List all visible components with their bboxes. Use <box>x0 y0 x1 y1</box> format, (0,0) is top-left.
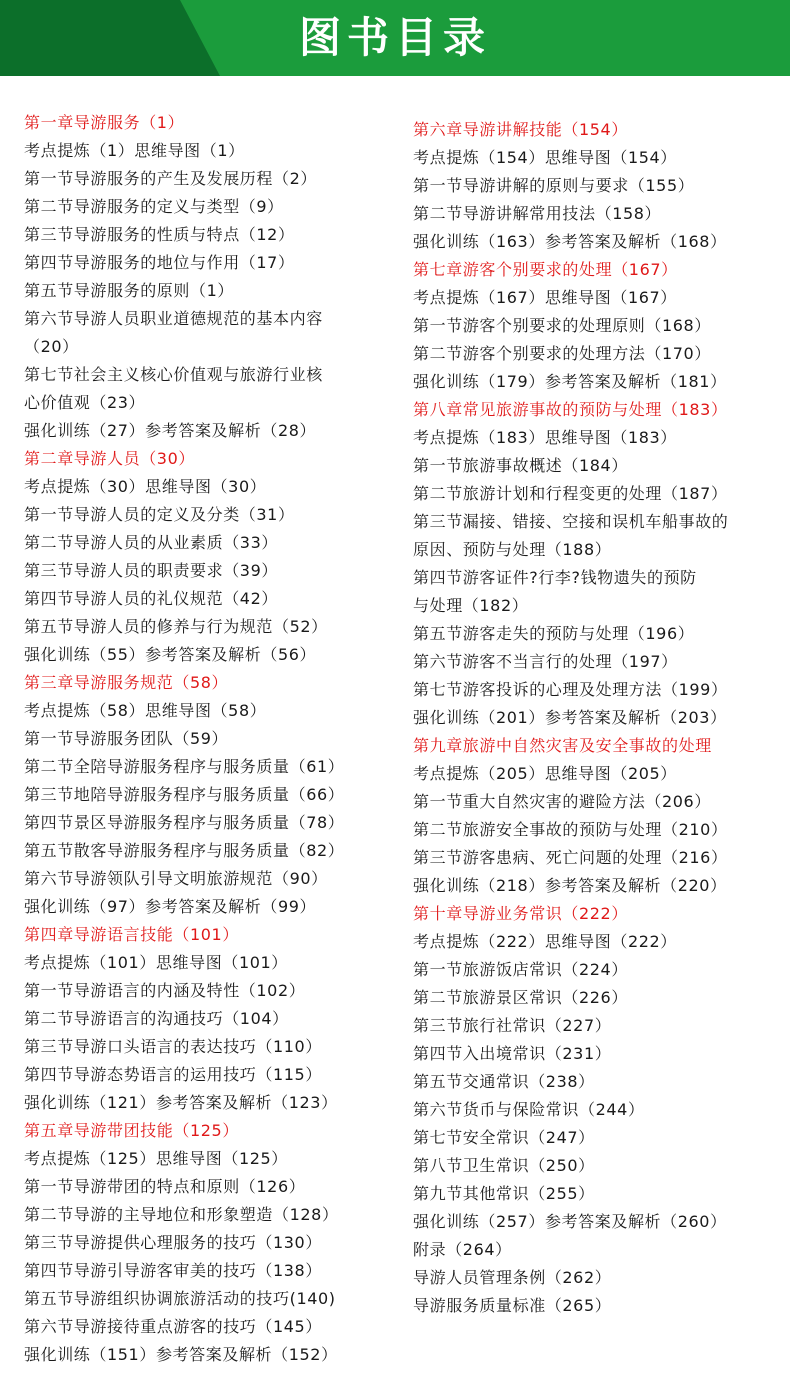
toc-entry: 第一节导游讲解的原则与要求（155） <box>413 176 695 195</box>
toc-chapter-heading: 第六章导游讲解技能（154） <box>413 120 628 139</box>
page-title: 图书目录 <box>298 13 491 62</box>
toc-entry: 第三节导游服务的性质与特点（12） <box>24 225 295 244</box>
toc-entry: 第四节导游态势语言的运用技巧（115） <box>24 1065 322 1084</box>
toc-entry: 第二节旅游景区常识（226） <box>413 988 628 1007</box>
toc-entry: 导游人员管理条例（262） <box>413 1268 612 1287</box>
toc-entry: 第三节游客患病、死亡问题的处理（216） <box>413 848 728 867</box>
toc-entry: 考点提炼（167）思维导图（167） <box>413 288 677 307</box>
toc-left-column <box>24 109 392 1369</box>
toc-chapter-heading: 第十章导游业务常识（222） <box>413 904 628 923</box>
toc-entry: 强化训练（55）参考答案及解析（56） <box>24 645 317 664</box>
toc-entry: 第二节游客个别要求的处理方法（170） <box>413 344 711 363</box>
toc-entry: 第一节重大自然灾害的避险方法（206） <box>413 792 711 811</box>
toc-entry: 第一节旅游事故概述（184） <box>413 456 628 475</box>
toc-entry: 考点提炼（205）思维导图（205） <box>413 764 677 783</box>
toc-entry: （20） <box>24 337 79 356</box>
toc-entry: 第二节导游语言的沟通技巧（104） <box>24 1009 289 1028</box>
toc-chapter-heading: 第九章旅游中自然灾害及安全事故的处理 <box>413 736 712 755</box>
toc-entry: 第一节导游服务团队（59） <box>24 729 229 748</box>
toc-chapter-heading: 第二章导游人员（30） <box>24 449 195 468</box>
toc-chapter-heading: 第三章导游服务规范（58） <box>24 673 229 692</box>
toc-chapter-heading: 第八章常见旅游事故的预防与处理（183） <box>413 400 728 419</box>
toc-entry: 第二节全陪导游服务程序与服务质量（61） <box>24 757 345 776</box>
toc-entry: 考点提炼（58）思维导图（58） <box>24 701 267 720</box>
toc-entry: 第二节旅游安全事故的预防与处理（210） <box>413 820 728 839</box>
toc-entry: 考点提炼（125）思维导图（125） <box>24 1149 288 1168</box>
toc-entry: 第四节入出境常识（231） <box>413 1044 612 1063</box>
toc-entry: 第三节导游人员的职责要求（39） <box>24 561 278 580</box>
toc-chapter-heading: 第七章游客个别要求的处理（167） <box>413 260 678 279</box>
header-banner <box>0 0 790 76</box>
toc-entry: 第四节景区导游服务程序与服务质量（78） <box>24 813 345 832</box>
toc-entry: 第三节旅行社常识（227） <box>413 1016 612 1035</box>
toc-entry: 强化训练（179）参考答案及解析（181） <box>413 372 727 391</box>
toc-entry: 强化训练（201）参考答案及解析（203） <box>413 708 727 727</box>
toc-entry: 附录（264） <box>413 1240 512 1259</box>
toc-entry: 第二节导游服务的定义与类型（9） <box>24 197 284 216</box>
toc-entry: 与处理（182） <box>413 596 529 615</box>
toc-entry: 第三节地陪导游服务程序与服务质量（66） <box>24 785 345 804</box>
toc-entry: 第五节交通常识（238） <box>413 1072 595 1091</box>
toc-entry: 第六节导游人员职业道德规范的基本内容 <box>24 309 323 328</box>
toc-entry: 第五节导游组织协调旅游活动的技巧(140) <box>24 1289 336 1308</box>
toc-entry: 强化训练（257）参考答案及解析（260） <box>413 1212 727 1231</box>
toc-entry: 考点提炼（183）思维导图（183） <box>413 428 677 447</box>
toc-chapter-heading: 第四章导游语言技能（101） <box>24 925 239 944</box>
toc-entry: 第一节导游人员的定义及分类（31） <box>24 505 295 524</box>
toc-entry: 强化训练（218）参考答案及解析（220） <box>413 876 727 895</box>
toc-entry: 第八节卫生常识（250） <box>413 1156 595 1175</box>
toc-entry: 第七节游客投诉的心理及处理方法（199） <box>413 680 728 699</box>
toc-entry: 第四节游客证件?行李?钱物遗失的预防 <box>413 568 697 587</box>
toc-entry: 导游服务质量标准（265） <box>413 1296 612 1315</box>
toc-entry: 第五节散客导游服务程序与服务质量（82） <box>24 841 345 860</box>
toc-entry: 强化训练（27）参考答案及解析（28） <box>24 421 317 440</box>
toc-entry: 第六节导游接待重点游客的技巧（145） <box>24 1317 322 1336</box>
toc-entry: 第三节漏接、错接、空接和误机车船事故的 <box>413 512 729 531</box>
toc-entry: 第七节社会主义核心价值观与旅游行业核 <box>24 365 323 384</box>
toc-entry: 强化训练（163）参考答案及解析（168） <box>413 232 727 251</box>
toc-entry: 第五节游客走失的预防与处理（196） <box>413 624 695 643</box>
toc-entry: 强化训练（151）参考答案及解析（152） <box>24 1345 338 1364</box>
toc-entry: 强化训练（121）参考答案及解析（123） <box>24 1093 338 1112</box>
toc-chapter-heading: 第五章导游带团技能（125） <box>24 1121 239 1140</box>
toc-chapter-heading: 第一章导游服务（1） <box>24 113 185 132</box>
toc-entry: 强化训练（97）参考答案及解析（99） <box>24 897 317 916</box>
toc-entry: 第六节游客不当言行的处理（197） <box>413 652 678 671</box>
toc-entry: 第四节导游引导游客审美的技巧（138） <box>24 1261 322 1280</box>
toc-entry: 第四节导游服务的地位与作用（17） <box>24 253 295 272</box>
toc-entry: 第一节游客个别要求的处理原则（168） <box>413 316 711 335</box>
toc-entry: 考点提炼（1）思维导图（1） <box>24 141 245 160</box>
toc-entry: 考点提炼（30）思维导图（30） <box>24 477 267 496</box>
toc-entry: 考点提炼（101）思维导图（101） <box>24 953 288 972</box>
toc-entry: 第一节导游服务的产生及发展历程（2） <box>24 169 317 188</box>
toc-entry: 第九节其他常识（255） <box>413 1184 595 1203</box>
toc-entry: 第二节导游的主导地位和形象塑造（128） <box>24 1205 339 1224</box>
toc-entry: 原因、预防与处理（188） <box>413 540 612 559</box>
toc-right-column <box>413 116 788 1320</box>
toc-entry: 第五节导游人员的修养与行为规范（52） <box>24 617 328 636</box>
toc-entry: 第六节货币与保险常识（244） <box>413 1100 645 1119</box>
toc-entry: 第一节旅游饭店常识（224） <box>413 960 628 979</box>
toc-entry: 考点提炼（222）思维导图（222） <box>413 932 677 951</box>
toc-entry: 考点提炼（154）思维导图（154） <box>413 148 677 167</box>
toc-entry: 心价值观（23） <box>24 393 146 412</box>
toc-entry: 第四节导游人员的礼仪规范（42） <box>24 589 278 608</box>
toc-entry: 第五节导游服务的原则（1） <box>24 281 234 300</box>
toc-entry: 第一节导游带团的特点和原则（126） <box>24 1177 306 1196</box>
toc-entry: 第七节安全常识（247） <box>413 1128 595 1147</box>
toc-entry: 第三节导游口头语言的表达技巧（110） <box>24 1037 322 1056</box>
toc-entry: 第三节导游提供心理服务的技巧（130） <box>24 1233 322 1252</box>
toc-entry: 第六节导游领队引导文明旅游规范（90） <box>24 869 328 888</box>
toc-entry: 第一节导游语言的内涵及特性（102） <box>24 981 306 1000</box>
toc-entry: 第二节导游讲解常用技法（158） <box>413 204 662 223</box>
toc-entry: 第二节导游人员的从业素质（33） <box>24 533 278 552</box>
toc-entry: 第二节旅游计划和行程变更的处理（187） <box>413 484 728 503</box>
